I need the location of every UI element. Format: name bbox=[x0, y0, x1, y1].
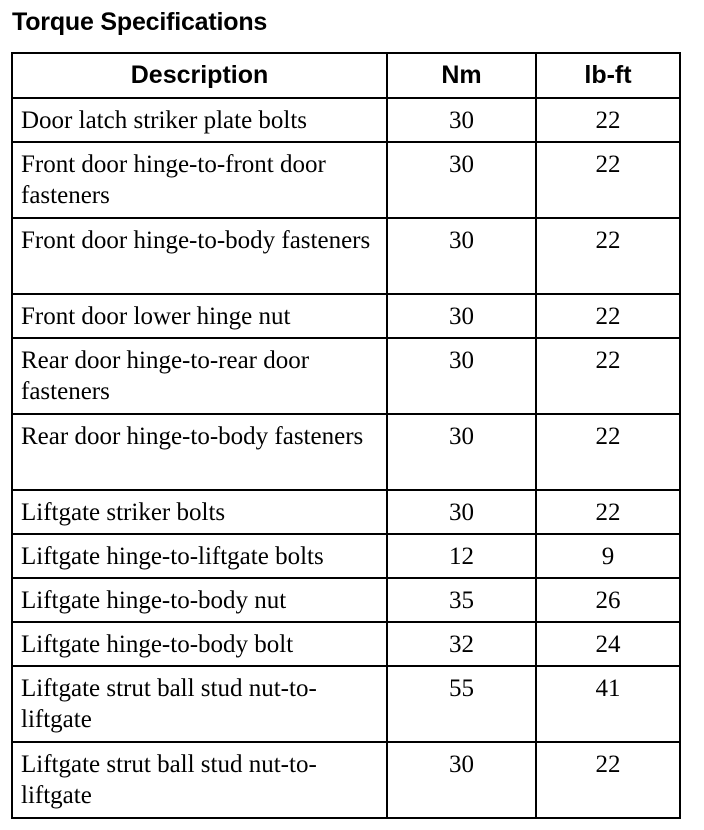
page-title: Torque Specifications bbox=[12, 8, 268, 36]
nm-cell: 12 bbox=[387, 534, 536, 578]
nm-cell: 35 bbox=[387, 578, 536, 622]
nm-cell: 30 bbox=[387, 294, 536, 338]
nm-cell: 30 bbox=[387, 742, 536, 818]
lbft-cell: 9 bbox=[536, 534, 680, 578]
lbft-cell: 26 bbox=[536, 578, 680, 622]
table-row bbox=[12, 578, 680, 622]
description-cell: Liftgate strut ball stud nut-to-liftgate bbox=[12, 742, 387, 818]
nm-cell: 32 bbox=[387, 622, 536, 666]
lbft-cell: 22 bbox=[536, 338, 680, 414]
table-row bbox=[12, 218, 680, 294]
table-row bbox=[12, 338, 680, 414]
column-header-lbft: lb-ft bbox=[536, 53, 680, 98]
nm-cell: 55 bbox=[387, 666, 536, 742]
lbft-cell: 22 bbox=[536, 98, 680, 142]
description-cell: Liftgate striker bolts bbox=[12, 490, 387, 534]
torque-spec-table bbox=[11, 52, 681, 819]
description-cell: Front door hinge-to-front door fasteners bbox=[12, 142, 387, 218]
table-row bbox=[12, 742, 680, 818]
table-row bbox=[12, 142, 680, 218]
lbft-cell: 22 bbox=[536, 414, 680, 490]
lbft-cell: 22 bbox=[536, 294, 680, 338]
nm-cell: 30 bbox=[387, 142, 536, 218]
description-cell: Liftgate strut ball stud nut-to-liftgate bbox=[12, 666, 387, 742]
table-header-row bbox=[12, 53, 680, 98]
nm-cell: 30 bbox=[387, 98, 536, 142]
description-cell: Rear door hinge-to-body fasteners bbox=[12, 414, 387, 490]
lbft-cell: 22 bbox=[536, 142, 680, 218]
description-cell: Rear door hinge-to-rear door fasteners bbox=[12, 338, 387, 414]
lbft-cell: 22 bbox=[536, 490, 680, 534]
table-row bbox=[12, 490, 680, 534]
description-cell: Liftgate hinge-to-body nut bbox=[12, 578, 387, 622]
nm-cell: 30 bbox=[387, 490, 536, 534]
table-row bbox=[12, 98, 680, 142]
table-row bbox=[12, 622, 680, 666]
table-row bbox=[12, 414, 680, 490]
description-cell: Door latch striker plate bolts bbox=[12, 98, 387, 142]
description-cell: Front door hinge-to-body fasteners bbox=[12, 218, 387, 294]
lbft-cell: 22 bbox=[536, 742, 680, 818]
nm-cell: 30 bbox=[387, 414, 536, 490]
lbft-cell: 24 bbox=[536, 622, 680, 666]
description-cell: Front door lower hinge nut bbox=[12, 294, 387, 338]
lbft-cell: 22 bbox=[536, 218, 680, 294]
nm-cell: 30 bbox=[387, 338, 536, 414]
table-row bbox=[12, 666, 680, 742]
table-row bbox=[12, 534, 680, 578]
description-cell: Liftgate hinge-to-body bolt bbox=[12, 622, 387, 666]
lbft-cell: 41 bbox=[536, 666, 680, 742]
nm-cell: 30 bbox=[387, 218, 536, 294]
column-header-nm: Nm bbox=[387, 53, 536, 98]
table-row bbox=[12, 294, 680, 338]
description-cell: Liftgate hinge-to-liftgate bolts bbox=[12, 534, 387, 578]
column-header-description: Description bbox=[12, 53, 387, 98]
